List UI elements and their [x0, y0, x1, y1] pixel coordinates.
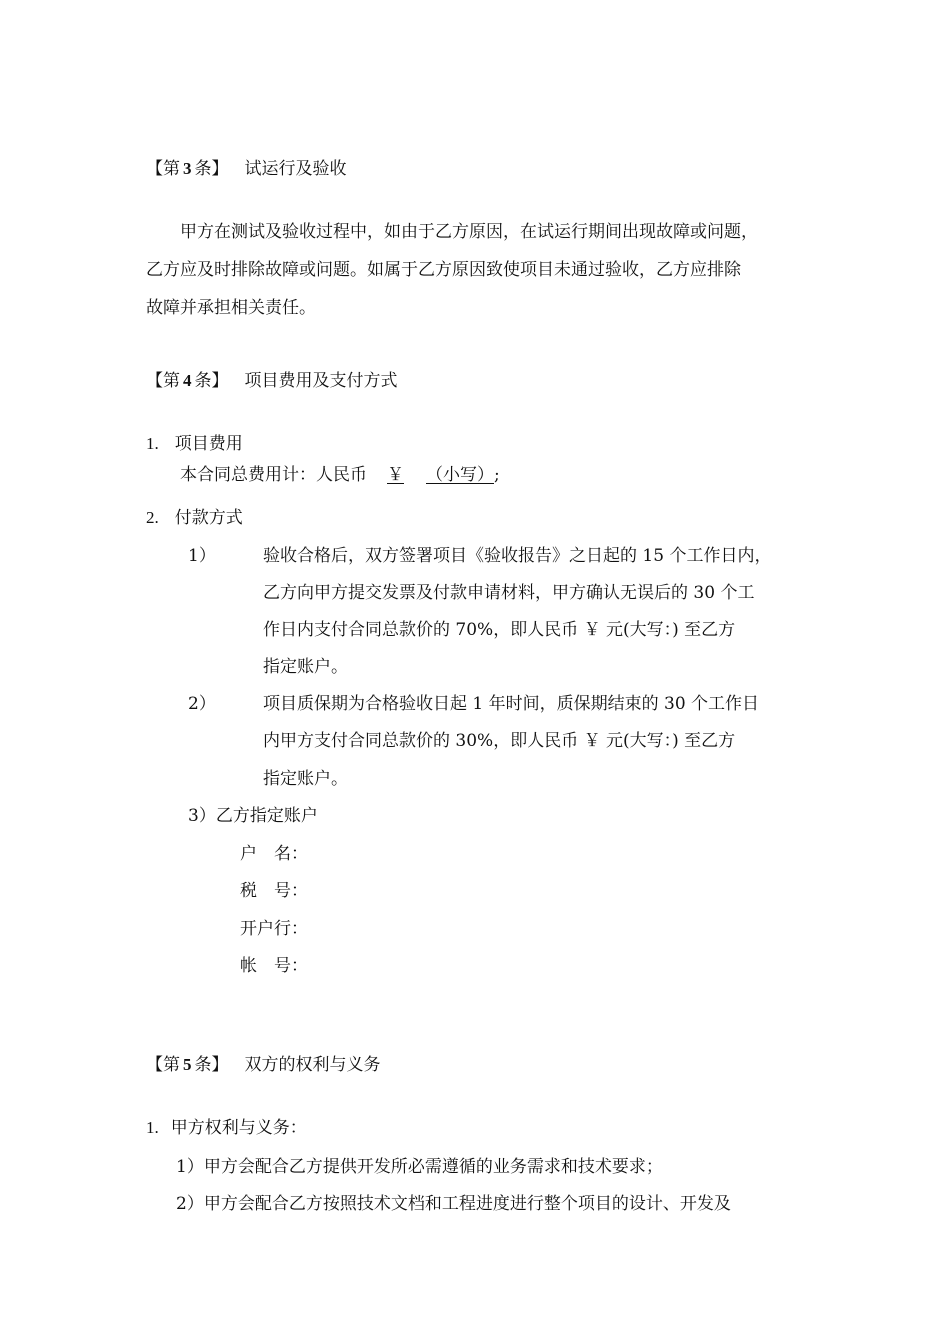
item-title: 项目费用 [174, 434, 243, 454]
item-number: 2. [146, 508, 159, 527]
total-fee-end: ; [494, 465, 500, 485]
bank-field: 开户行： [240, 919, 308, 939]
article-5-line: 2）甲方会配合乙方按照技术文档和工程进度进行整个项目的设计、开发及 [176, 1194, 731, 1214]
article-4-item-2 [146, 506, 243, 530]
sub-item-line: 乙方向甲方提交发票及付款申请材料，甲方确认无误后的 30 个工 [263, 583, 755, 603]
designated-account-title: 3）乙方指定账户 [188, 806, 318, 826]
article-3-heading [146, 157, 347, 181]
article-5-item-1 [146, 1116, 307, 1140]
article-3-para-line: 乙方应及时排除故障或问题。如属于乙方原因致使项目未通过验收，乙方应排除 [146, 260, 741, 280]
article-3-para-line: 故障并承担相关责任。 [146, 298, 316, 318]
item-title: 付款方式 [174, 508, 243, 528]
yuan-symbol: ￥ [387, 465, 404, 485]
article-4-heading [146, 369, 398, 393]
article-5-line: 1）甲方会配合乙方提供开发所必需遵循的业务需求和技术要求； [176, 1157, 663, 1177]
heading-number: 3 [183, 159, 192, 178]
sub-item-number: 1） [188, 546, 216, 566]
heading-prefix: 【第 [146, 159, 180, 179]
total-fee-label: 本合同总费用计：人民币 [180, 465, 367, 485]
total-fee-line [180, 463, 500, 487]
account-name-field: 户 名： [240, 844, 308, 864]
tax-number-field: 税 号： [240, 881, 308, 901]
heading-title: 双方的权利与义务 [244, 1055, 381, 1075]
sub-item-line: 内甲方支付合同总款价的 30%，即人民币 ￥ 元(大写：) 至乙方 [263, 731, 736, 751]
small-write-label: （小写） [426, 465, 494, 485]
sub-item-line: 指定账户。 [263, 657, 348, 677]
item-title: 甲方权利与义务： [170, 1118, 307, 1138]
heading-number: 4 [183, 371, 192, 390]
account-number-field: 帐 号： [240, 956, 308, 976]
sub-item-number: 2） [188, 694, 216, 714]
sub-item-line: 项目质保期为合格验收日起 1 年时间，质保期结束的 30 个工作日 [263, 694, 760, 714]
article-4-item-1 [146, 432, 243, 456]
heading-prefix: 【第 [146, 1055, 180, 1075]
heading-suffix: 条】 [194, 1055, 229, 1075]
sub-item-line: 指定账户。 [263, 769, 348, 789]
heading-title: 项目费用及支付方式 [244, 371, 398, 391]
heading-title: 试运行及验收 [244, 159, 347, 179]
heading-prefix: 【第 [146, 371, 180, 391]
sub-item-line: 验收合格后，双方签署项目《验收报告》之日起的 15 个工作日内， [263, 546, 772, 566]
article-5-heading [146, 1053, 381, 1077]
total-fee-amount-field [367, 465, 494, 485]
article-3-para-line: 甲方在测试及验收过程中，如由于乙方原因，在试运行期间出现故障或问题， [180, 222, 758, 242]
heading-suffix: 条】 [194, 371, 229, 391]
item-number: 1. [146, 434, 159, 453]
sub-item-line: 作日内支付合同总款价的 70%，即人民币 ￥ 元(大写：) 至乙方 [263, 620, 736, 640]
item-number: 1. [146, 1118, 159, 1137]
heading-number: 5 [183, 1055, 192, 1074]
heading-suffix: 条】 [194, 159, 229, 179]
